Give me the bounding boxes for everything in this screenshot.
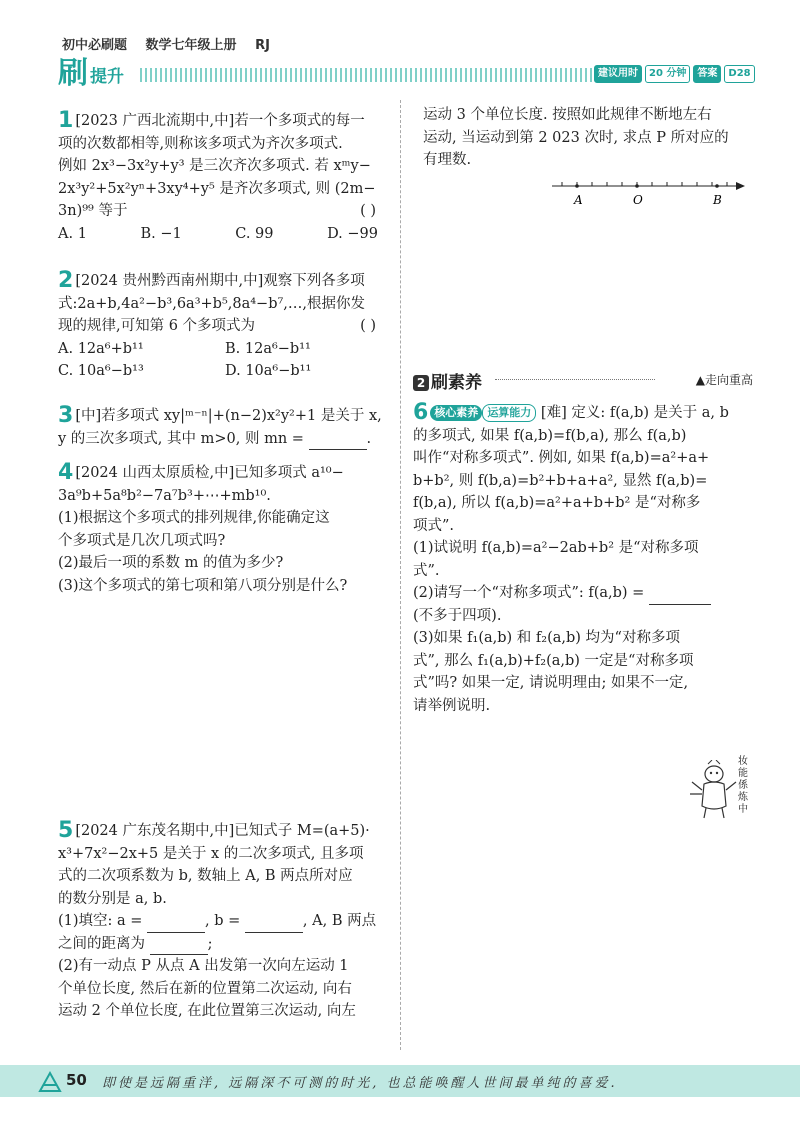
q6-line: b+b², 则 f(b,a)=b²+b+a+a², 显然 f(a,b)= — [413, 472, 708, 489]
q3-line-end: . — [366, 430, 372, 447]
q5-line: , A, B 两点 — [302, 913, 377, 929]
option-b: B. 12a⁶−b¹¹ — [225, 340, 311, 357]
answer-blank[interactable] — [309, 435, 367, 450]
mascot-illustration — [690, 756, 750, 828]
q6-line: [难] 定义: f(a,b) 是关于 a, b — [540, 405, 729, 421]
q1-line: 项的次数都相等,则称该多项式为齐次多项式. — [58, 135, 343, 152]
q3-line: [中]若多项式 xy|ᵐ⁻ⁿ|+(n−2)x²y²+1 是关于 x, — [75, 408, 382, 424]
q6-line: 项式”. — [413, 517, 455, 534]
option-d: D. 10a⁶−b¹¹ — [225, 363, 312, 379]
q1-line: [2023 广西北流期中,中]若一个多项式的每一 — [75, 113, 365, 129]
point-a-marker — [575, 184, 579, 188]
section-divider — [495, 379, 655, 380]
q4-line: 个多项式是几次几项式吗? — [58, 532, 226, 549]
q6-line: f(b,a), 所以 f(a,b)=a²+a+b+b² 是“对称多 — [413, 495, 701, 511]
page-number: 50 — [66, 1071, 87, 1089]
question-number: 5 — [58, 818, 74, 843]
q5-line: x³+7x²−2x+5 是关于 x 的二次多项式, 且多项 — [58, 845, 364, 862]
answer-blank-a[interactable] — [147, 918, 205, 933]
answer-paren: ( ) — [360, 203, 376, 219]
mascot-caption: 妆能係炼中 — [738, 756, 748, 815]
point-o-label: O — [633, 193, 643, 207]
decorative-stripe — [140, 68, 592, 82]
option-a: A. 12a⁶+b¹¹ — [58, 340, 144, 357]
skill-badge: 运算能力 — [482, 404, 536, 422]
question-1 — [58, 110, 392, 245]
column-divider — [400, 100, 401, 1050]
q2-line: 式:2a+b,4a²−b³,6a³+b⁵,8a⁴−b⁷,…,根据你发 — [58, 295, 366, 312]
q1-line: 3n)⁹⁹ 等于 — [58, 203, 128, 219]
q2-line: [2024 贵州黔西南州期中,中]观察下列各多项 — [75, 273, 365, 289]
q5-line: (2)有一动点 P 从点 A 出发第一次向左运动 1 — [58, 958, 349, 974]
q5-line: [2024 广东茂名期中,中]已知式子 M=(a+5)· — [75, 823, 370, 839]
q4-line: [2024 山西太原质检,中]已知多项式 a¹⁰− — [75, 465, 344, 481]
suggested-time-value: 20 分钟 — [645, 65, 690, 83]
q5-line: 式的二次项系数为 b, 数轴上 A, B 两点所对应 — [58, 868, 353, 884]
q6-line: 式”吗? 如果一定, 请说明理由; 如果不一定, — [413, 675, 689, 691]
section-subtitle: 走向重高 — [704, 373, 753, 387]
q6-line: (2)请写一个“对称多项式”: f(a,b) = — [413, 585, 645, 601]
subject-title: 数学七年级上册 — [145, 38, 237, 53]
answer-label: 答案 — [693, 65, 721, 83]
question-number: 4 — [58, 460, 74, 485]
question-number: 1 — [58, 108, 74, 133]
leaf-icon — [38, 1069, 64, 1093]
question-number: 3 — [58, 403, 74, 428]
edition-label: RJ — [255, 38, 270, 53]
option-a: A. 1 — [58, 225, 87, 242]
q5-line: 运动, 当运动到第 2 023 次时, 求点 P 所对应的 — [423, 129, 729, 146]
answer-paren: ( ) — [360, 318, 376, 334]
section-title: 刷素养 — [431, 373, 482, 393]
section-heading-small: 提升 — [90, 67, 124, 87]
q5-line: ; — [207, 935, 213, 952]
q6-line: 式”. — [413, 562, 440, 579]
q6-line: 叫作“对称多项式”. 例如, 如果 f(a,b)=a²+a+ — [413, 450, 710, 466]
question-3 — [58, 405, 392, 450]
q6-line: (1)试说明 f(a,b)=a²−2ab+b² 是“对称多项 — [413, 540, 699, 556]
q4-line: (2)最后一项的系数 m 的值为多少? — [58, 555, 284, 571]
q1-line: 2x³y²+5x²yⁿ+3xy⁴+y⁵ 是齐次多项式, 则 (2m− — [58, 180, 376, 197]
page-footer — [0, 1065, 800, 1097]
question-6 — [413, 402, 753, 717]
point-o-marker — [635, 184, 639, 188]
q2-line: 现的规律,可知第 6 个多项式为 — [58, 318, 256, 334]
number-line — [550, 176, 750, 210]
time-answer-tags — [594, 65, 755, 83]
q4-line: 3a⁹b+5a⁸b²−7a⁷b³+⋯+mb¹⁰. — [58, 487, 271, 504]
q1-line: 例如 2x³−3x²y+y³ 是三次齐次多项式. 若 xᵐy− — [58, 158, 371, 174]
q5-line: 之间的距离为 — [58, 935, 145, 952]
section-literacy-header — [413, 368, 753, 393]
option-b: B. −1 — [140, 225, 182, 242]
answer-page: D28 — [724, 65, 754, 83]
q5-line: 运动 3 个单位长度. 按照如此规律不断地左右 — [423, 107, 712, 123]
option-c: C. 99 — [235, 225, 274, 242]
answer-blank[interactable] — [649, 590, 711, 605]
q3-line: y 的三次多项式, 其中 m>0, 则 mn = — [58, 430, 304, 447]
question-2 — [58, 270, 392, 383]
q5-line: (1)填空: a = — [58, 913, 143, 929]
question-4 — [58, 462, 392, 597]
q6-line: (不多于四项). — [413, 607, 502, 624]
question-number: 2 — [58, 268, 74, 293]
point-b-marker — [715, 184, 719, 188]
header-breadcrumb — [62, 34, 284, 53]
q5-line: 个单位长度, 然后在新的位置第二次运动, 向右 — [58, 980, 352, 997]
q6-line: (3)如果 f₁(a,b) 和 f₂(a,b) 均为“对称多项 — [413, 630, 680, 646]
q4-line: (3)这个多项式的第七项和第八项分别是什么? — [58, 577, 348, 594]
point-a-label: A — [574, 193, 583, 207]
q6-line: 式”, 那么 f₁(a,b)+f₂(a,b) 一定是“对称多项 — [413, 652, 694, 669]
question-5-continued — [423, 104, 753, 172]
footer-slogan: 即使是远隔重洋, 远隔深不可测的时光, 也总能唤醒人世间最单纯的喜爱. — [102, 1076, 618, 1091]
question-number: 6 — [413, 400, 429, 425]
suggested-time-label: 建议用时 — [594, 65, 642, 83]
book-title: 初中必刷题 — [62, 38, 128, 53]
q6-line: 请举例说明. — [413, 697, 491, 714]
option-c: C. 10a⁶−b¹³ — [58, 363, 144, 379]
point-b-label: B — [713, 193, 722, 207]
option-d: D. −99 — [327, 225, 378, 242]
section-number-icon: 2 — [413, 375, 429, 391]
section-heading — [58, 55, 124, 89]
question-5 — [58, 820, 392, 1023]
answer-blank-b[interactable] — [245, 918, 303, 933]
q5-line: 运动 2 个单位长度, 在此位置第三次运动, 向左 — [58, 1003, 356, 1019]
section-heading-big: 刷 — [58, 56, 88, 91]
answer-blank-distance[interactable] — [150, 940, 208, 955]
q5-line: , b = — [205, 913, 241, 929]
core-literacy-badge: 核心素养 — [430, 405, 482, 421]
q4-line: (1)根据这个多项式的排列规律,你能确定这 — [58, 510, 330, 526]
q5-line: 有理数. — [423, 152, 472, 168]
q5-line: 的数分别是 a, b. — [58, 890, 167, 907]
flag-icon: ▲ — [695, 373, 705, 387]
q6-line: 的多项式, 如果 f(a,b)=f(b,a), 那么 f(a,b) — [413, 427, 687, 444]
